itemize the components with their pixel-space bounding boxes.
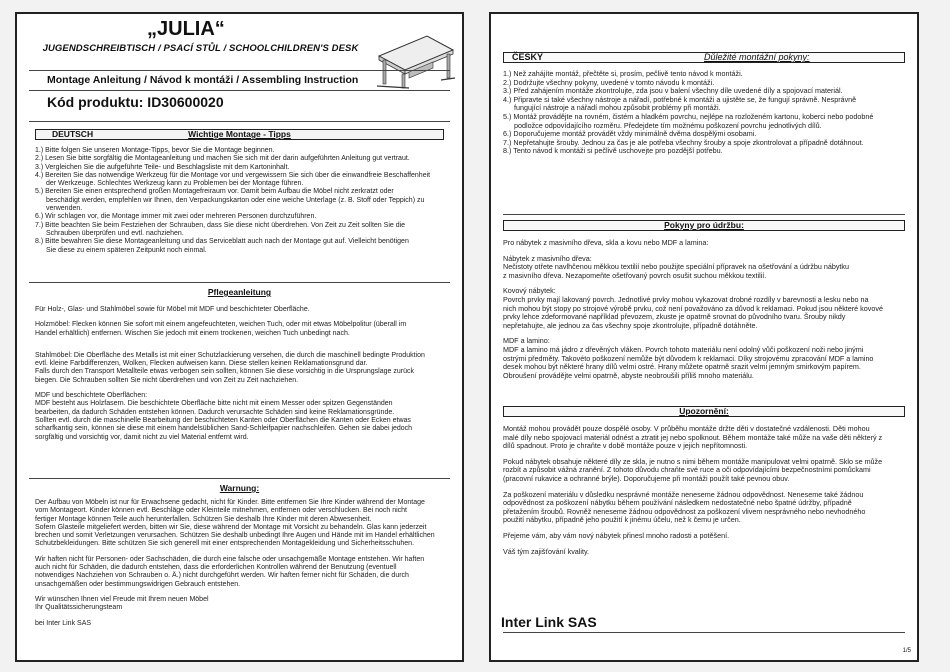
right-page-czech <box>489 12 919 662</box>
product-title: „JULIA“ <box>147 18 225 40</box>
page-number: 1/5 <box>902 648 911 654</box>
german-tips-header <box>35 129 444 140</box>
warning-title: Warnung: <box>219 483 260 493</box>
tips-title: Wichtige Montage - Tipps <box>188 129 291 139</box>
czech-warning-title: Upozornění: <box>503 406 905 417</box>
language-label: DEUTSCH <box>52 129 94 139</box>
left-page-german <box>15 12 464 662</box>
czech-tips-header <box>503 52 905 63</box>
product-code: Kód produktu: ID30600020 <box>47 94 224 110</box>
czech-tips-title: Důležité montážní pokyny: <box>704 52 810 62</box>
desk-illustration <box>375 28 455 90</box>
language-label-czech: ČESKY <box>512 52 544 62</box>
czech-care-title: Pokyny pro údržbu: <box>503 220 905 231</box>
czech-care-text: Pro nábytek z masivního dřeva, skla a kovu nebo MDF a lamina: Nábytek z masivního dřeva: Nečistoty otřete navlhčenou měkkou textilií nebo použijte speciální přípravek na ošetřování a údržbu nábytku z masivního dřeva. Nezapomeňte ošetřovaný povrch osušit suchou měkkou textilií. Kovový nábytek: Povrch prvky mají lakovaný povrch. Jednotlivé prvky mohou vykazovat drobné rozdíly v barevnosti a lesku nebo na nich mohou být stopy po strojové výrobě prvku, což není považováno za důvod k reklamaci. Pokud jsou některé kovové prvky lehce zdeformované například převozem, zkuste je opatrně srovnat do původního tvaru. Šrouby nikdy nepřetahujte, ale jednou za čas všechny spoje zkontrolujte, případně dotáhněte. MDF a lamino: MDF a lamino má jádro z dřevěných vláken. Povrch tohoto materiálu není odolný vůči poškození noži nebo jinými ostrými předměty. Takovéto poškození nemůže být důvodem k reklamaci. Díky strojovému zpracování MDF a lamino desek mohou být některé hrany dílů velmi ostré. Hrany můžete opatrně srazit velmi jemným smirkovým papírem. Obroušení provádějte velmi opatrně, abyste neobroušili příliš mnoho materiálu. <box>503 238 883 380</box>
product-subtitle: JUGENDSCHREIBTISCH / PSACÍ STŮL / SCHOOLCHILDREN'S DESK <box>42 43 359 54</box>
german-care-text: Für Holz-, Glas- und Stahlmöbel sowie für Möbel mit MDF und beschichteter Oberfläche. Holzmöbel: Flecken können Sie sofort mit einem angefeuchteten, weichen Tuch, oder mit etwas Möbelpolitur (überall im Handel erhältlich) entfernen. Wischen Sie jedoch mit einem trockenen, weichen Tuch unbedingt nach. Stahlmöbel: Die Oberfläche des Metalls ist mit einer Schutzlackierung versehen, die durch die maschinell bedingte Produktion evtl. kleine Farbdifferenzen, Wolken, Flecken aufweisen kann. Diese stellen keinen Reklamationsgrund dar. Falls durch den Transport Metallteile etwas verbogen sein sollten, können Sie diese vorsichtig in die Ursprungslage zurück biegen. Die Schrauben sollten Sie nicht überdrehen und von Zeit zu Zeit nachziehen. MDF und beschichtete Oberflächen: MDF besteht aus Holzfasern. Die beschichtete Oberfläche bitte nicht mit einem Messer oder spitzen Gegenständen bearbeiten, da dadurch Schäden entstehen können. Dadurch verursachte Schäden sind keine Reklamationsgründe. Sollten evtl. durch die maschinelle Bearbeitung der beschichteten Kanten oder Oberflächen die Kanten oder Ecken etwas scharfkantig sein, können sie diese mit einem handelsüblichen Sand-Schleifpapier nachschleifen. Gehen sie dabei jedoch sorgfältig und vorsichtig vor, damit nicht zu viel Material entfernt wird. <box>35 306 425 441</box>
company-signature: Inter Link SAS <box>501 614 597 630</box>
german-warning-text: Der Aufbau von Möbeln ist nur für Erwachsene gedacht, nicht für Kinder. Bitte entfernen Sie Ihre Kinder während der Montage vom Montageort. Kinder können evtl. Beschläge oder Kleinteile mitnehmen, entfernen oder verschlucken. Bei noch nicht fertiger Montage können Teile auch herunterfallen. Schützen Sie deshalb Ihre Kinder mit deren Abwesenheit. Sofern Glasteile mitgeliefert werden, bitten wir Sie, diese während der Montage mit Vorsicht zu behandeln. Glas kann jederzeit brechen und somit Verletzungen verursachen. Schützen Sie deshalb unbedingt Ihre Augen und Hände mit im Handel erhältlichen Schutzbekleidungen. Bitte schützen Sie sich generell mit einer entsprechenden Montagekleidung und Sicherheitsschuhen. Wir haften nicht für Personen- oder Sachschäden, die durch eine falsche oder unsachgemäße Montage entstehen. Wir haften auch nicht für Schäden, die dadurch entstehen, dass die erforderlichen Kontrollen während der Benutzung (eventuell notwendiges Nachziehen von Schrauben o. Ä.) nicht durchgeführt werden. Wir haften ferner nicht für Schäden, die durch unsachgemäßen oder bestimmungswidrigen Gebrauch entstehen. Wir wünschen Ihnen viel Freude mit Ihrem neuen Möbel Ihr Qualitätssicherungsteam bei Inter Link SAS <box>35 499 435 627</box>
instruction-heading: Montage Anleitung / Návod k montáži / Assembling Instruction <box>47 74 359 86</box>
german-tips-list: 1.) Bitte folgen Sie unseren Montage-Tipps, bevor Sie die Montage beginnen. 2.) Lesen Sie bitte sorgfältig die Montageanleitung und machen Sie sich mit der darin aufgeführten Anleitung gut vertraut. 3.) Vergleichen Sie die aufgeführte Teile- und Beschlagsliste mit dem Kartoninhalt. 4.) Bereiten Sie das notwendige Werkzeug für die Montage vor und vergewissern Sie sich über die einwandfreie Beschaffenheit der Werkzeuge. Schlechtes Werkzeug kann zu Problemen bei der Montage führen. 5.) Bereiten Sie einen entsprechend großen Montagefreiraum vor. Damit beim Aufbau die Möbel nicht zerkratzt oder beschädigt werden, empfehlen wir Ihnen, den Verpackungskarton oder eine weiche Unterlage (z. B. Stoff oder Teppich) zu verwenden. 6.) Wir schlagen vor, die Montage immer mit zwei oder mehreren Personen durchzuführen. 7.) Bitte beachten Sie beim Festziehen der Schrauben, dass Sie diese nicht überdrehen. Von Zeit zu Zeit sollten Sie die Schrauben überprüfen und evtl. nachziehen. 8.) Bitte bewahren Sie diese Montageanleitung und das Serviceblatt auch nach der Montage gut auf. Vielleicht benötigen Sie diese zu einem späteren Zeitpunkt noch einmal. <box>35 147 431 254</box>
czech-tips-list: 1.) Než zahájíte montáž, přečtěte si, prosím, pečlivě tento návod k montáži. 2.) Dodržujte všechny pokyny, uvedené v tomto návodu k montáži. 3.) Před zahájením montáže zkontrolujte, zda jsou v balení všechny díle uvedené díly a spojovací materiál. 4.) Připravte si také všechny nástroje a nářadí, potřebné k montáži a ujistěte se, že fungují správně. Nesprávně fungující nástroje a nářadí mohou způsobit problémy při montáži. 5.) Montáž provádějte na rovném, čistém a hladkém povrchu, nejlépe na rozloženém kartonu, koberci nebo podobné podložce odpovídajícího rozměru. Předejdete tím možnému poškození povrchu jednotlivých dílů. 6.) Doporučujeme montáž provádět vždy minimálně dvěma dospělými osobami. 7.) Nepřetahujte šrouby. Jednou za čas je ale potřeba všechny šrouby a spoje zkontrolovat a případně dotáhnout. 8.) Tento návod k montáži si pečlivě uschovejte pro pozdější potřebu. <box>503 69 874 156</box>
czech-warning-text: Montáž mohou provádět pouze dospělé osoby. V průběhu montáže držte děti v dostatečné vzdálenosti. Děti mohou malé díly nebo spojovací materiál odnést a ztratit jej nebo spolknout. Během montáže také může na vaše děti některý z dílů spadnout. Proto je chraňte v době montáže pouze v jejich nepřítomnosti. Pokud nábytek obsahuje některé díly ze skla, je nutno s nimi během montáže manipulovat velmi opatrně. Sklo se může rozbít a způsobit vážná zranění. Z tohoto důvodu chraňte své ruce a oči odpovídajícími bezpečnostními pomůckami (pracovní rukavice a ochranné brýle). Doporučujeme při montáži použít také pevnou obuv. Za poškození materiálu v důsledku nesprávné montáže neneseme žádnou odpovědnost. Neneseme také žádnou odpovědnost za poškození nábytku během používání následkem nedostatečné nebo špatné údržby, případně přetažením šroubů. Rovněž neneseme žádnou odpovědnost za poškození vlivem nesprávného nebo nevhodného použití nábytku, případně jeho použití k jinému účelu, než k čemu je určen. Přejeme vám, aby vám nový nábytek přinesl mnoho radosti a potěšení. Váš tým zajišťování kvality. <box>503 424 883 556</box>
care-title: Pflegeanleitung <box>207 287 272 297</box>
